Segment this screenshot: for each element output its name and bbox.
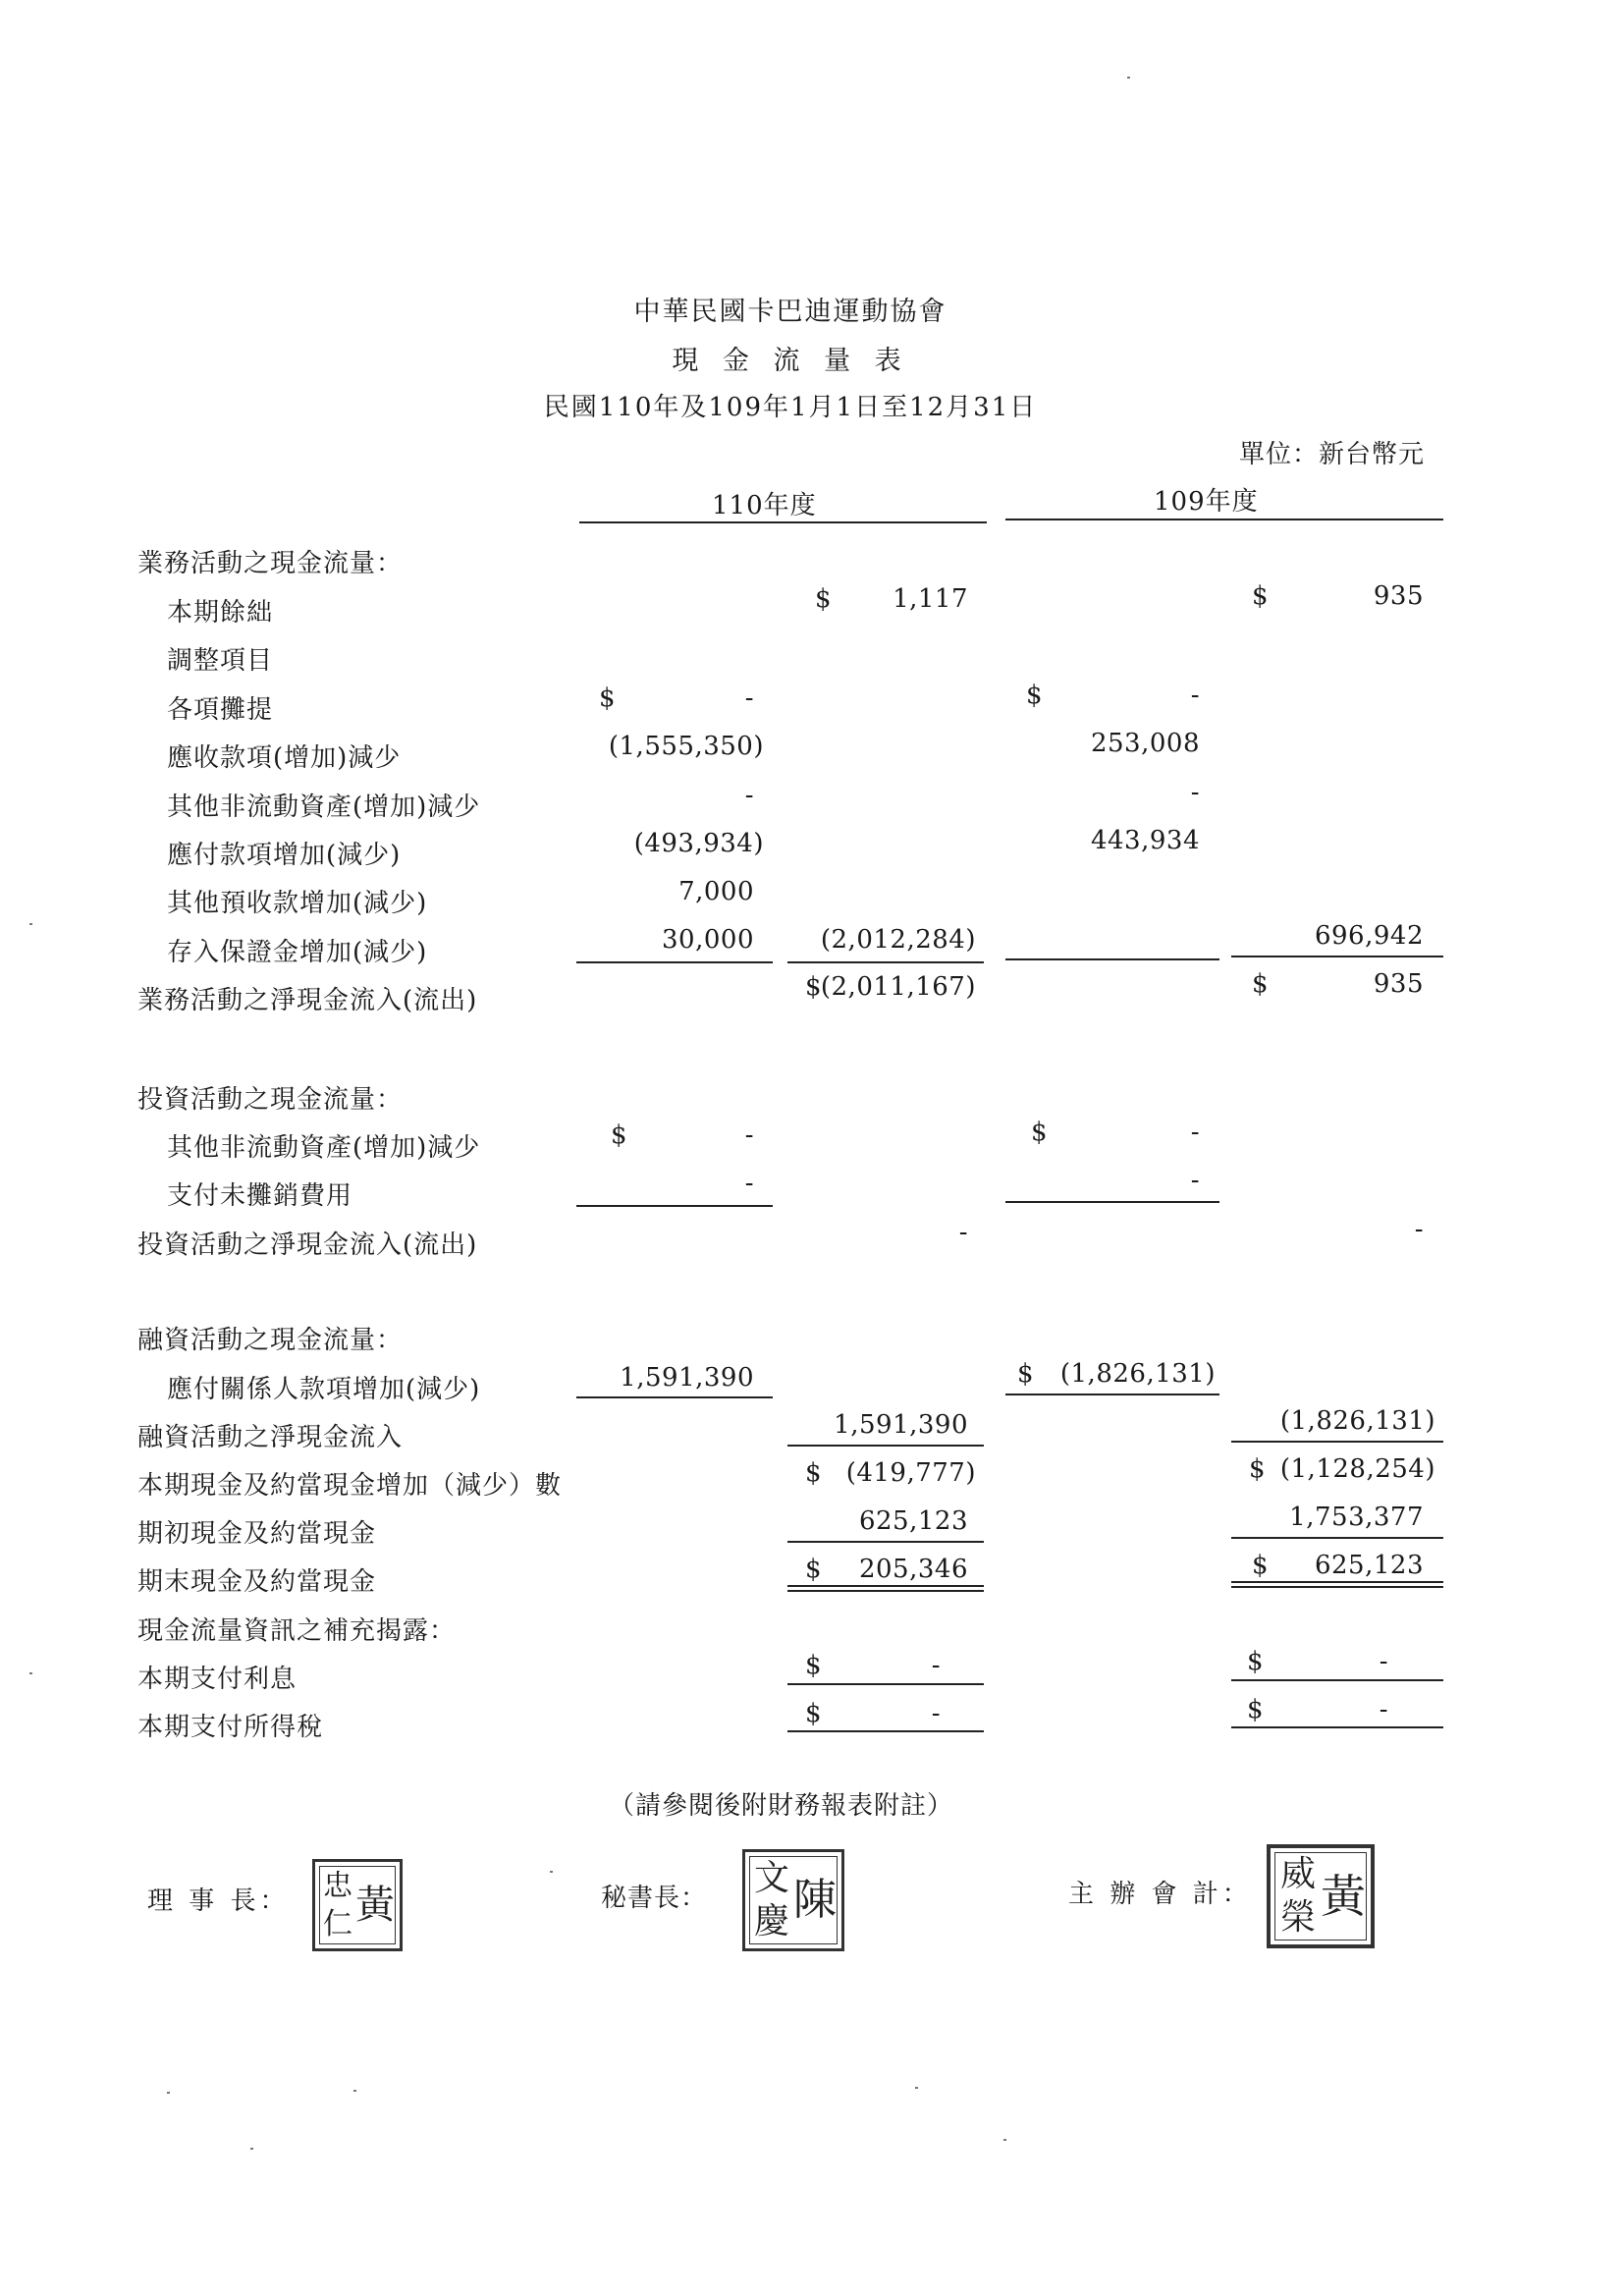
item-label: 其他非流動資產(增加)減少	[167, 1133, 481, 1163]
cash-begin-109: 1,753,377	[1289, 1503, 1424, 1532]
operating-net-109: 935	[1373, 969, 1424, 999]
subtotal-rule	[787, 1445, 984, 1447]
item-value-110: (493,934)	[633, 829, 764, 858]
chairman-label: 理 事 長：	[147, 1886, 290, 1916]
currency-unit: 單位：新台幣元	[1239, 440, 1426, 469]
chairman-seal: 忠 黃 仁	[312, 1859, 403, 1951]
dollar-sign: $	[1252, 581, 1269, 611]
item-value-109: -	[1190, 1166, 1200, 1195]
tax-paid-label: 本期支付所得稅	[137, 1713, 324, 1742]
subtotal-rule	[1231, 1726, 1443, 1728]
column-header-109: 109年度	[1154, 487, 1259, 517]
cash-change-110: (419,777)	[845, 1458, 976, 1488]
item-label: 其他非流動資產(增加)減少	[167, 793, 481, 822]
scan-speck	[29, 1672, 32, 1674]
dollar-sign: $	[805, 1458, 822, 1488]
accountant-seal: 威 黃 榮	[1267, 1844, 1375, 1948]
operating-net-label: 業務活動之淨現金流入(流出)	[137, 986, 478, 1015]
item-label: 應付款項增加(減少)	[167, 841, 402, 870]
operating-net-110: (2,011,167)	[820, 972, 976, 1002]
net-income-110: 1,117	[893, 584, 968, 614]
notes-reference: （請參閱後附財務報表附註）	[609, 1791, 954, 1821]
item-value-110: (1,555,350)	[608, 732, 764, 761]
interest-paid-109: -	[1379, 1647, 1388, 1676]
item-value-110: -	[744, 1121, 754, 1150]
item-value-109: -	[1190, 681, 1200, 710]
item-label: 支付未攤銷費用	[167, 1181, 353, 1211]
subtotal-rule	[1005, 958, 1219, 960]
item-value-109: -	[1190, 778, 1200, 807]
dollar-sign: $	[805, 1555, 822, 1584]
cash-change-label: 本期現金及約當現金增加（減少）數	[137, 1471, 563, 1501]
investing-heading: 投資活動之現金流量：	[137, 1085, 404, 1115]
scan-speck	[353, 2090, 356, 2092]
item-value-110: 30,000	[662, 925, 754, 955]
subtotal-rule	[787, 1730, 984, 1732]
secretary-label: 秘書長：	[601, 1884, 708, 1913]
dollar-sign: $	[805, 972, 822, 1002]
item-value-109: 443,934	[1090, 826, 1200, 855]
statement-title: 現 金 流 量 表	[672, 346, 909, 376]
column-header-110: 110年度	[712, 491, 817, 520]
dollar-sign: $	[611, 1121, 627, 1150]
cash-begin-label: 期初現金及約當現金	[137, 1519, 377, 1549]
adjustments-label: 調整項目	[167, 646, 274, 676]
scan-speck	[550, 1871, 553, 1873]
double-underline	[787, 1585, 984, 1592]
scan-speck	[915, 2087, 918, 2089]
subtotal-rule	[576, 1205, 773, 1207]
subtotal-rule	[787, 1683, 984, 1685]
scan-speck	[167, 2092, 170, 2094]
dollar-sign: $	[1031, 1118, 1048, 1147]
net-income-109: 935	[1373, 581, 1424, 611]
subtotal-rule	[787, 1541, 984, 1543]
subtotal-rule	[1231, 1441, 1443, 1443]
financing-net-110: 1,591,390	[834, 1410, 968, 1440]
cash-end-109: 625,123	[1314, 1551, 1424, 1580]
cash-change-109: (1,128,254)	[1279, 1454, 1435, 1484]
investing-net-110: -	[958, 1218, 968, 1247]
cash-begin-110: 625,123	[858, 1506, 968, 1536]
item-value-110: -	[744, 683, 754, 713]
item-label: 各項攤提	[167, 695, 274, 725]
item-label: 應收款項(增加)減少	[167, 743, 402, 773]
dollar-sign: $	[1247, 1695, 1264, 1724]
investing-net-109: -	[1414, 1215, 1424, 1244]
subtotal-rule	[1231, 1679, 1443, 1681]
scan-speck	[250, 2148, 253, 2150]
accountant-label: 主 辦 會 計：	[1068, 1880, 1252, 1909]
dollar-sign: $	[815, 584, 832, 614]
subtotal-rule	[576, 1396, 773, 1398]
statement-period: 民國110年及109年1月1日至12月31日	[543, 393, 1038, 422]
item-value-110: -	[744, 781, 754, 810]
financing-net-109: (1,826,131)	[1279, 1406, 1435, 1436]
dollar-sign: $	[1252, 1551, 1269, 1580]
item-value-110: 1,591,390	[620, 1363, 754, 1393]
financing-net-label: 融資活動之淨現金流入	[137, 1423, 404, 1452]
scan-speck	[29, 923, 32, 925]
cash-end-label: 期末現金及約當現金	[137, 1567, 377, 1597]
interest-paid-label: 本期支付利息	[137, 1665, 298, 1694]
column-rule-110	[579, 521, 987, 523]
dollar-sign: $	[1249, 1454, 1266, 1484]
item-value-109: (1,826,131)	[1059, 1359, 1216, 1389]
subtotal-rule	[1005, 1394, 1219, 1395]
scan-speck	[1003, 2139, 1006, 2141]
item-label: 存入保證金增加(減少)	[167, 938, 428, 967]
investing-net-label: 投資活動之淨現金流入(流出)	[137, 1230, 478, 1260]
financing-heading: 融資活動之現金流量：	[137, 1326, 404, 1355]
organization-name: 中華民國卡巴迪運動協會	[633, 297, 947, 327]
item-label: 其他預收款增加(減少)	[167, 889, 428, 918]
net-income-label: 本期餘絀	[167, 598, 274, 628]
dollar-sign: $	[1247, 1647, 1264, 1676]
item-value-109: 253,008	[1090, 729, 1200, 758]
subtotal-rule	[1231, 956, 1443, 957]
tax-paid-109: -	[1379, 1695, 1388, 1724]
subtotal-rule	[1231, 1537, 1443, 1539]
dollar-sign: $	[1252, 969, 1269, 999]
column-rule-109	[1005, 519, 1443, 520]
dollar-sign: $	[1026, 681, 1043, 710]
dollar-sign: $	[599, 683, 616, 713]
secretary-seal: 文 陳 慶	[742, 1849, 844, 1951]
dollar-sign: $	[805, 1651, 822, 1680]
operating-heading: 業務活動之現金流量：	[137, 549, 404, 578]
subtotal-rule	[1005, 1201, 1219, 1203]
subtotal-rule	[576, 961, 773, 963]
tax-paid-110: -	[931, 1699, 941, 1728]
operating-subtotal-110: (2,012,284)	[820, 925, 976, 955]
item-value-109: -	[1190, 1118, 1200, 1147]
subtotal-rule	[787, 961, 984, 963]
scan-speck	[1127, 77, 1130, 79]
interest-paid-110: -	[931, 1651, 941, 1680]
cash-end-110: 205,346	[858, 1555, 968, 1584]
supplemental-heading: 現金流量資訊之補充揭露：	[137, 1616, 457, 1646]
dollar-sign: $	[1017, 1359, 1034, 1389]
item-value-110: 7,000	[678, 877, 754, 906]
dollar-sign: $	[805, 1699, 822, 1728]
double-underline	[1231, 1581, 1443, 1588]
item-label: 應付關係人款項增加(減少)	[167, 1375, 481, 1404]
item-value-110: -	[744, 1169, 754, 1198]
operating-subtotal-109: 696,942	[1314, 921, 1424, 951]
